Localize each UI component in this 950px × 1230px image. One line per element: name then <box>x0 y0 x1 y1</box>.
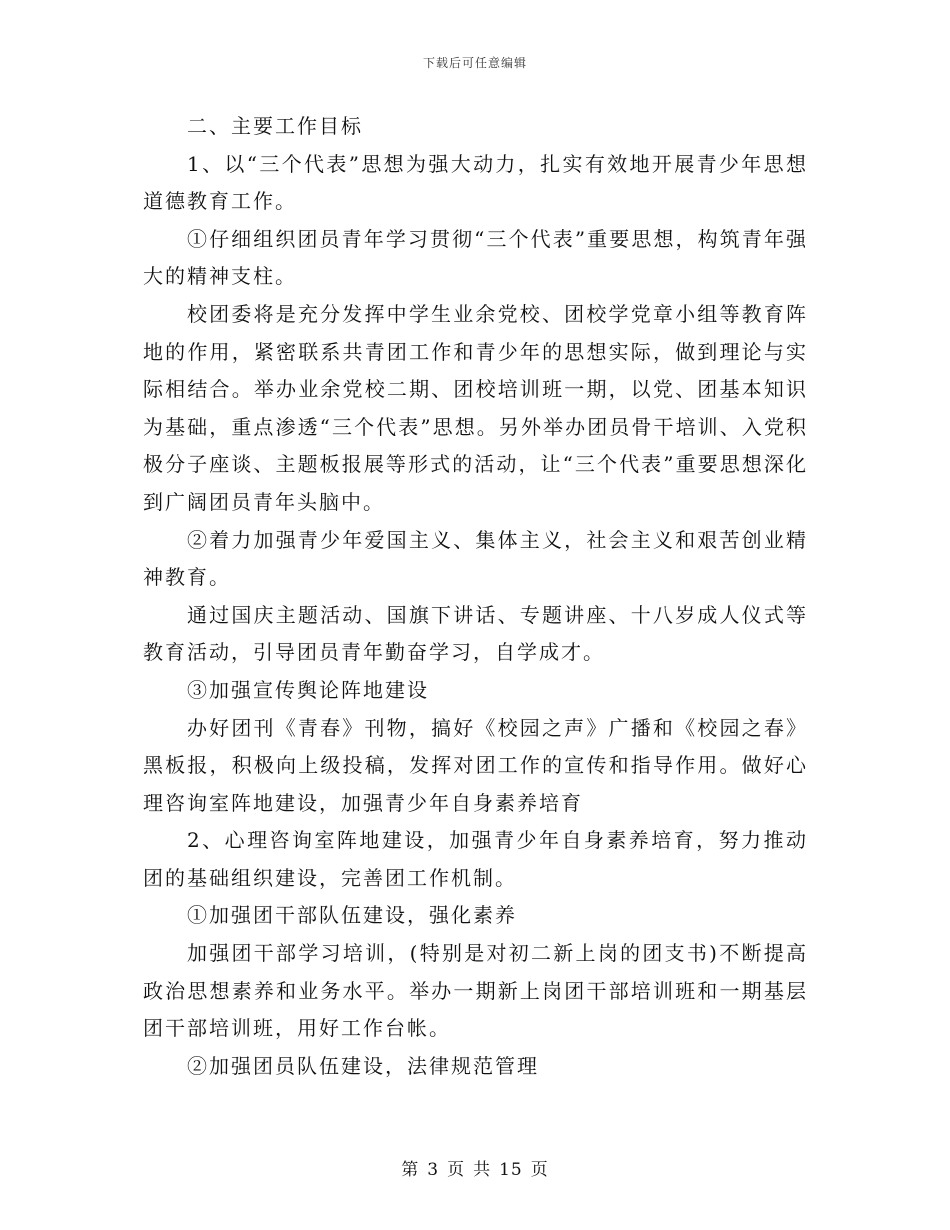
footer-total-pages: 15 <box>499 1160 523 1180</box>
footer-di: 第 <box>401 1160 420 1180</box>
page-footer <box>0 1155 950 1180</box>
footer-ye2: 页 <box>530 1160 549 1180</box>
paragraph: ①仔细组织团员青年学习贯彻“三个代表”重要思想，构筑青年强大的精神支柱。 <box>143 226 808 289</box>
paragraph: 加强团干部学习培训，(特别是对初二新上岗的团支书)不断提高政治思想素养和业务水平。举办一期新上岗团干部培训班和一期基层团干部培训班，用好工作台帐。 <box>143 941 808 1041</box>
paragraph: 校团委将是充分发挥中学生业余党校、团校学党章小组等教育阵地的作用，紧密联系共青团工作和青少年的思想实际，做到理论与实际相结合。举办业余党校二期、团校培训班一期，以党、团基本知识为基础，重点渗透“三个代表”思想。另外举办团员骨干培训、入党积极分子座谈、主题板报展等形式的活动，让“三个代表”重要思想深化到广阔团员青年头脑中。 <box>143 301 808 514</box>
section-heading: 二、主要工作目标 <box>187 114 363 138</box>
paragraph: 1、以“三个代表”思想为强大动力，扎实有效地开展青少年思想道德教育工作。 <box>143 151 808 214</box>
footer-gong: 共 <box>473 1160 492 1180</box>
paragraph: 办好团刊《青春》刊物，搞好《校园之声》广播和《校园之春》黑板报，积极向上级投稿，发挥对团工作的宣传和指导作用。做好心理咨询室阵地建设，加强青少年自身素养培育 <box>143 715 808 815</box>
paragraph: 2、心理咨询室阵地建设，加强青少年自身素养培育，努力推动团的基础组织建设，完善团工作机制。 <box>143 828 808 890</box>
paragraph: ①加强团干部队伍建设，强化素养 <box>187 903 517 928</box>
footer-page-number: 3 <box>427 1160 440 1180</box>
paragraph: ②着力加强青少年爱国主义、集体主义，社会主义和艰苦创业精神教育。 <box>143 527 808 590</box>
footer-ye: 页 <box>447 1160 466 1180</box>
paragraph: ③加强宣传舆论阵地建设 <box>187 677 429 702</box>
paragraph: ②加强团员队伍建设，法律规范管理 <box>187 1053 539 1078</box>
document-body <box>143 108 808 1085</box>
page-header-note: 下载后可任意编辑 <box>422 56 527 70</box>
paragraph: 通过国庆主题活动、国旗下讲话、专题讲座、十八岁成人仪式等教育活动，引导团员青年勤奋学习，自学成才。 <box>143 602 808 665</box>
